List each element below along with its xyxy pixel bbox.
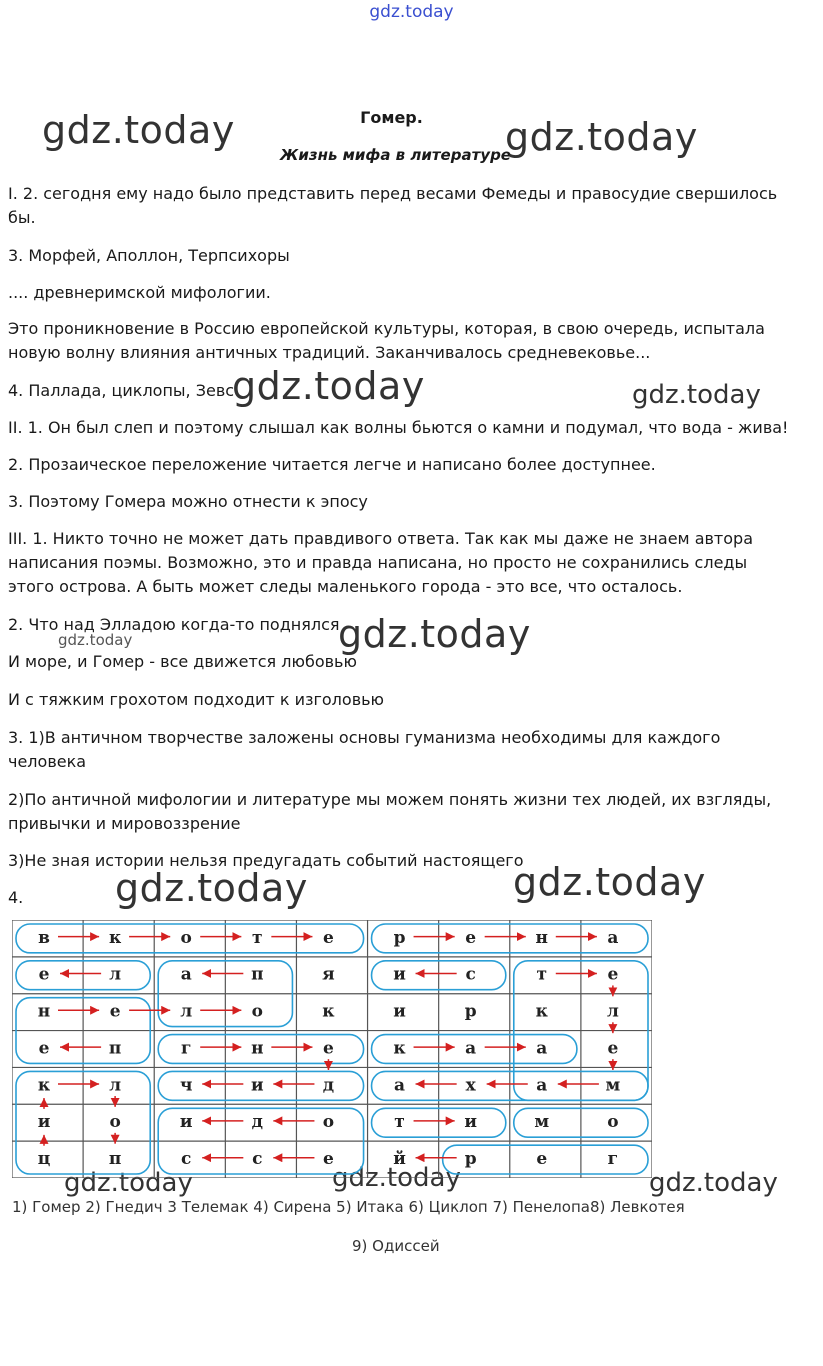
page-title: Гомер. (360, 108, 423, 127)
grid-letter: р (464, 1001, 477, 1022)
grid-letter: л (180, 1001, 193, 1022)
watermark: gdz.today (42, 108, 235, 152)
grid-letter: г (181, 1038, 192, 1059)
watermark: gdz.today (338, 612, 531, 656)
grid-letter: о (109, 1112, 121, 1133)
grid-letter: н (37, 1001, 51, 1022)
watermark: gdz.today (649, 1168, 778, 1198)
grid-letter: и (179, 1112, 193, 1133)
grid-letter: а (607, 927, 619, 948)
grid-letter: п (251, 964, 264, 985)
grid-letter: г (607, 1148, 619, 1169)
grid-letter: а (536, 1075, 548, 1096)
task-4-label: 4. (8, 888, 24, 907)
grid-letter: е (38, 1038, 50, 1059)
grid-letter: н (535, 927, 549, 948)
paragraph-6: II. 1. Он был слеп и поэтому слышал как волны бьются о камни и подумал, что вода - жива! (8, 418, 789, 437)
grid-letter: о (322, 1112, 335, 1133)
grid-letter: к (108, 927, 122, 948)
grid-letter: е (323, 927, 334, 948)
grid-letter: и (464, 1112, 477, 1133)
grid-letter: е (38, 964, 50, 985)
watermark: gdz.today (513, 860, 706, 904)
grid-letter: к (535, 1001, 548, 1022)
poem-line-2: И море, и Гомер - все движется любовью (8, 652, 357, 671)
paragraph-7: 2. Прозаическое переложение читается легче и написано более доступнее. (8, 455, 656, 474)
grid-letter: и (393, 964, 406, 985)
paragraph-1: I. 2. сегодня ему надо было представить перед весами Фемеды и правосудие свершилось бы. (8, 184, 778, 227)
paragraph-13: 3. 1)В античном творчестве заложены основы гуманизма необходимы для каждого человека (8, 728, 721, 771)
watermark: gdz.today (115, 866, 308, 910)
grid-letter: о (251, 1001, 264, 1022)
grid-letter: ч (179, 1075, 193, 1096)
grid-letter: д (251, 1112, 264, 1133)
grid-letter: е (323, 1038, 334, 1059)
grid-letter: к (322, 1001, 335, 1022)
paragraph-3: .... древнеримской мифологии. (8, 283, 271, 302)
grid-letter: с (465, 964, 476, 985)
paragraph-9: III. 1. Никто точно не может дать правдивого ответа. Так как мы даже не знаем автора написания поэмы. Возможно, это и правда написана, но просто не сохранились следы этого острова. А быть может следы маленького города - это все, что осталось. (8, 529, 753, 596)
grid-letter: с (252, 1148, 263, 1169)
grid-letter: т (252, 927, 263, 948)
paragraph-8: 3. Поэтому Гомера можно отнести к эпосу (8, 492, 368, 511)
grid-letter: к (37, 1075, 51, 1096)
grid-letter: п (108, 1148, 122, 1169)
grid-letter: в (38, 927, 50, 948)
watermark: gdz.today (632, 380, 761, 410)
grid-letter: т (536, 964, 548, 985)
grid-letter: е (323, 1148, 334, 1169)
grid-letter: е (607, 964, 619, 985)
paragraph-4: Это проникновение в Россию европейской культуры, которая, в свою очередь, испытала новую волну влияния античных традиций. Заканчивалось средневековье... (8, 319, 765, 362)
grid-letter: к (393, 1038, 406, 1059)
grid-letter: и (37, 1112, 51, 1133)
poem-line-1: 2. Что над Элладою когда-то поднялся (8, 615, 340, 634)
grid-letter: е (465, 927, 477, 948)
watermark: gdz.today (505, 115, 698, 159)
grid-letter: а (394, 1075, 406, 1096)
watermark: gdz.today (58, 631, 133, 649)
grid-letter: ц (37, 1148, 51, 1169)
paragraph-2: 3. Морфей, Аполлон, Терпсихоры (8, 246, 290, 265)
grid-letter: р (393, 927, 406, 948)
grid-letter: н (251, 1038, 264, 1059)
grid-letter: л (606, 1001, 619, 1022)
grid-letter: е (109, 1001, 121, 1022)
crossword-grid (12, 920, 652, 1178)
watermark: gdz.today (332, 1163, 461, 1193)
grid-letter: с (181, 1148, 192, 1169)
paragraph-5: 4. Паллада, циклопы, Зевс (8, 381, 235, 400)
grid-letter: р (464, 1148, 477, 1169)
watermark: gdz.today (232, 364, 425, 408)
grid-letter: п (108, 1038, 122, 1059)
grid-letter: х (465, 1075, 476, 1096)
grid-letter: и (393, 1001, 406, 1022)
grid-letter: о (607, 1112, 619, 1133)
grid-letter: л (109, 1075, 122, 1096)
page-subtitle: Жизнь мифа в литературе (280, 146, 511, 164)
grid-letter: м (534, 1112, 550, 1133)
grid-letter: е (536, 1148, 548, 1169)
grid-letter: й (393, 1148, 406, 1169)
poem-line-3: И с тяжким грохотом подходит к изголовью (8, 690, 385, 709)
grid-letter: д (322, 1075, 335, 1096)
watermark: gdz.today (64, 1168, 193, 1198)
grid-letter: я (322, 964, 335, 985)
grid-letter: а (180, 964, 192, 985)
answers-line-2: 9) Одиссей (352, 1237, 440, 1255)
grid-letter: о (180, 927, 192, 948)
grid-letter: т (394, 1112, 405, 1133)
grid-letter: м (605, 1075, 621, 1096)
grid-letter: а (465, 1038, 477, 1059)
grid-letter: л (109, 964, 122, 985)
paragraph-14: 2)По античной мифологии и литературе мы можем понять жизни тех людей, их взгляды, привычки и мировоззрение (8, 790, 772, 833)
grid-letter: а (536, 1038, 548, 1059)
answers-line-1: 1) Гомер 2) Гнедич 3 Телемак 4) Сирена 5) Итака 6) Циклоп 7) Пенелопа8) Левкотея (12, 1198, 685, 1216)
grid-letter: е (607, 1038, 619, 1059)
paragraph-15: 3)Не зная истории нельзя предугадать событий настоящего (8, 851, 524, 870)
grid-letter: и (251, 1075, 264, 1096)
site-watermark-top[interactable]: gdz.today (369, 2, 454, 22)
